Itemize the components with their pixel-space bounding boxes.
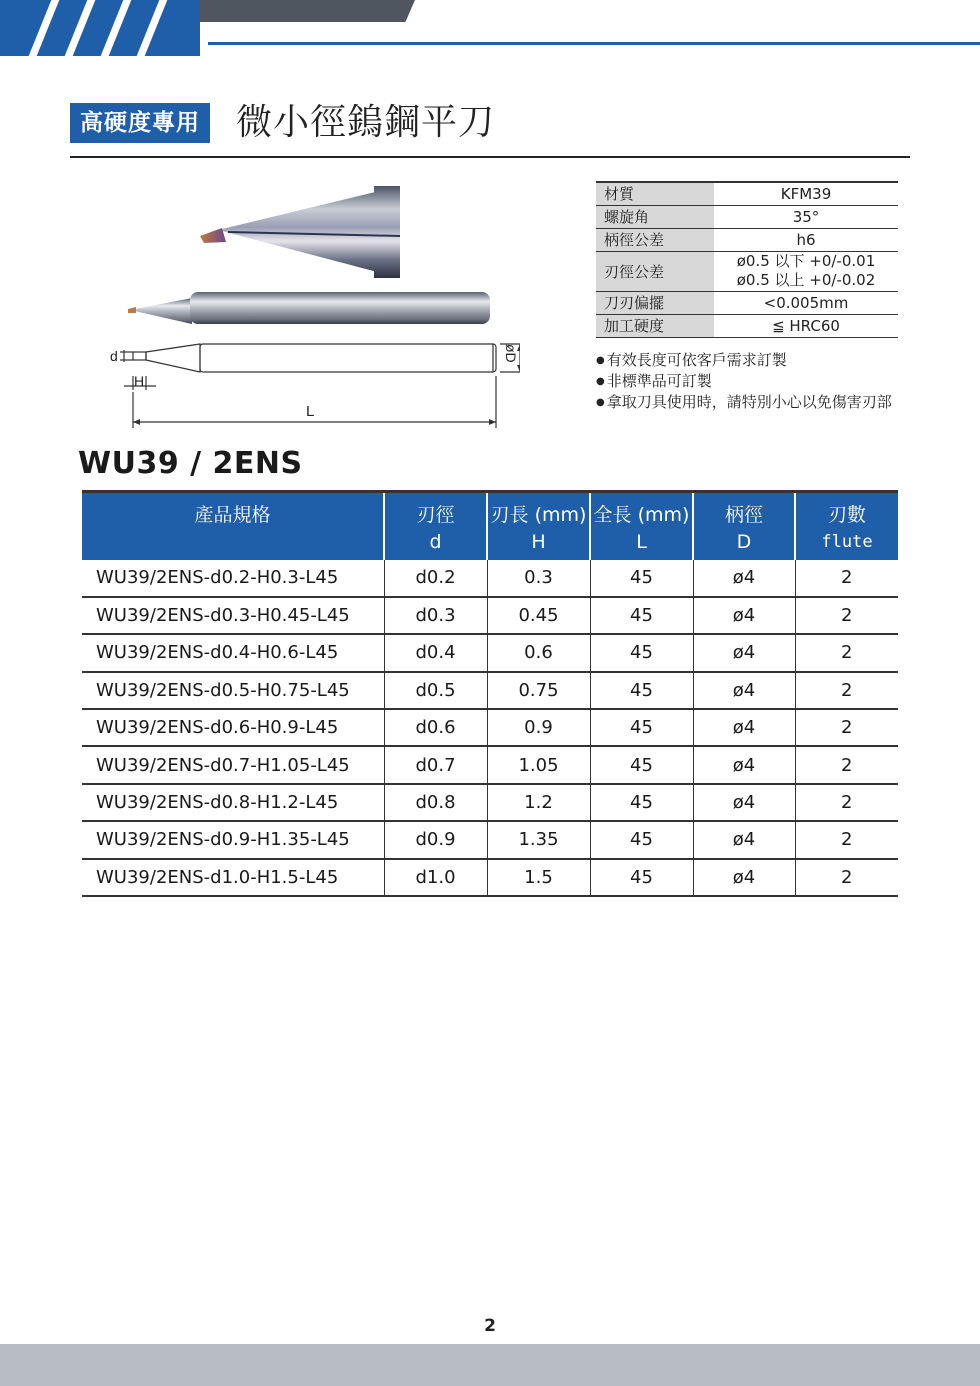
header-sublabel: D <box>736 531 752 553</box>
cell-flute: 2 <box>795 560 898 597</box>
section-title: WU39 / 2ENS <box>78 446 303 481</box>
page-title: 微小徑鎢鋼平刀 <box>236 102 496 143</box>
spec-row <box>596 182 898 205</box>
cell-H: 1.5 <box>487 859 590 896</box>
cell-d: d0.9 <box>384 821 487 858</box>
cell-d: d0.5 <box>384 672 487 709</box>
spec-table <box>596 181 898 338</box>
spec-value: 35° <box>714 205 898 228</box>
cell-spec: WU39/2ENS-d0.7-H1.05-L45 <box>82 746 384 783</box>
cell-spec: WU39/2ENS-d0.4-H0.6-L45 <box>82 634 384 671</box>
table-row <box>82 859 898 896</box>
cell-D: ø4 <box>693 821 795 858</box>
product-table-body <box>82 560 898 897</box>
cell-flute: 2 <box>795 672 898 709</box>
cell-spec: WU39/2ENS-d1.0-H1.5-L45 <box>82 859 384 896</box>
col-header-H <box>487 492 590 560</box>
cell-H: 0.3 <box>487 560 590 597</box>
label-L: L <box>306 403 315 420</box>
cell-spec: WU39/2ENS-d0.8-H1.2-L45 <box>82 784 384 821</box>
cell-spec: WU39/2ENS-d0.6-H0.9-L45 <box>82 709 384 746</box>
label-D: øD <box>503 344 519 363</box>
cell-flute: 2 <box>795 597 898 634</box>
header-stripe <box>65 0 96 56</box>
notes-list <box>596 350 892 413</box>
cell-D: ø4 <box>693 597 795 634</box>
tool-drawing <box>100 180 520 430</box>
cell-H: 0.75 <box>487 672 590 709</box>
col-header-d <box>384 492 487 560</box>
cell-L: 45 <box>590 672 693 709</box>
header-rule <box>208 42 980 45</box>
cell-H: 0.45 <box>487 597 590 634</box>
tool-full-image <box>128 292 490 324</box>
header-stripe <box>29 0 60 56</box>
cell-flute: 2 <box>795 784 898 821</box>
spec-row <box>596 291 898 314</box>
spec-row <box>596 205 898 228</box>
category-badge: 高硬度專用 <box>70 103 210 143</box>
header-sublabel: flute <box>821 532 873 552</box>
spec-key: 加工硬度 <box>596 314 714 337</box>
cell-H: 1.05 <box>487 746 590 783</box>
note-item: ● 拿取刀具使用時，請特別小心以免傷害刃部 <box>596 392 892 413</box>
cell-D: ø4 <box>693 859 795 896</box>
cell-L: 45 <box>590 784 693 821</box>
cell-d: d0.4 <box>384 634 487 671</box>
cell-L: 45 <box>590 859 693 896</box>
col-header-L <box>590 492 693 560</box>
table-row <box>82 634 898 671</box>
spec-value <box>714 251 898 291</box>
label-H: H <box>134 373 145 389</box>
spec-key: 刃徑公差 <box>596 251 714 291</box>
cell-L: 45 <box>590 709 693 746</box>
cell-spec: WU39/2ENS-d0.9-H1.35-L45 <box>82 821 384 858</box>
page-number: 2 <box>484 1316 496 1336</box>
dimension-diagram <box>120 344 520 428</box>
col-header-flute <box>795 492 898 560</box>
label-d: d <box>110 348 118 364</box>
cell-d: d0.2 <box>384 560 487 597</box>
cell-d: d1.0 <box>384 859 487 896</box>
tool-closeup-image <box>200 186 400 278</box>
spec-value-line: ø0.5 以上 +0/-0.02 <box>736 271 876 289</box>
cell-flute: 2 <box>795 859 898 896</box>
title-divider <box>70 156 910 158</box>
header-label: 刃長 (mm) <box>490 504 587 526</box>
cell-flute: 2 <box>795 821 898 858</box>
table-header-row <box>82 492 898 560</box>
table-row <box>82 672 898 709</box>
cell-H: 0.9 <box>487 709 590 746</box>
header-sublabel: H <box>531 531 546 553</box>
header-grey-bar <box>175 0 415 22</box>
spec-value-line: ø0.5 以下 +0/-0.01 <box>736 252 876 270</box>
cell-spec: WU39/2ENS-d0.3-H0.45-L45 <box>82 597 384 634</box>
cell-L: 45 <box>590 560 693 597</box>
cell-d: d0.7 <box>384 746 487 783</box>
spec-row <box>596 314 898 337</box>
header-label: 柄徑 <box>724 504 763 526</box>
cell-H: 0.6 <box>487 634 590 671</box>
cell-d: d0.3 <box>384 597 487 634</box>
cell-D: ø4 <box>693 560 795 597</box>
cell-flute: 2 <box>795 746 898 783</box>
cell-spec: WU39/2ENS-d0.2-H0.3-L45 <box>82 560 384 597</box>
cell-L: 45 <box>590 634 693 671</box>
table-row <box>82 784 898 821</box>
cell-flute: 2 <box>795 709 898 746</box>
spec-value: KFM39 <box>714 182 898 205</box>
table-row <box>82 709 898 746</box>
cell-d: d0.6 <box>384 709 487 746</box>
cell-L: 45 <box>590 597 693 634</box>
spec-row <box>596 228 898 251</box>
page-header-band <box>0 0 980 62</box>
header-label: 全長 (mm) <box>593 504 690 526</box>
col-header-D <box>693 492 795 560</box>
spec-value: h6 <box>714 228 898 251</box>
cell-L: 45 <box>590 746 693 783</box>
cell-H: 1.2 <box>487 784 590 821</box>
spec-key: 材質 <box>596 182 714 205</box>
spec-key: 柄徑公差 <box>596 228 714 251</box>
cell-D: ø4 <box>693 784 795 821</box>
table-row <box>82 560 898 597</box>
cell-D: ø4 <box>693 709 795 746</box>
note-item: ● 有效長度可依客戶需求訂製 <box>596 350 892 371</box>
header-stripe <box>101 0 132 56</box>
cell-D: ø4 <box>693 634 795 671</box>
title-row <box>70 100 910 158</box>
header-sublabel: d <box>429 531 442 553</box>
table-row <box>82 597 898 634</box>
cell-spec: WU39/2ENS-d0.5-H0.75-L45 <box>82 672 384 709</box>
header-blue-block <box>0 0 200 56</box>
header-sublabel: L <box>636 531 647 553</box>
note-item: ● 非標準品可訂製 <box>596 371 892 392</box>
header-label: 刃數 <box>827 504 866 526</box>
header-label: 刃徑 <box>416 504 455 526</box>
spec-key: 刀刃偏擺 <box>596 291 714 314</box>
spec-row <box>596 251 898 291</box>
cell-flute: 2 <box>795 634 898 671</box>
footer-band <box>0 1344 980 1386</box>
col-header-spec <box>82 492 384 560</box>
cell-D: ø4 <box>693 746 795 783</box>
tool-illustration <box>100 180 520 430</box>
spec-value: ≦ HRC60 <box>714 314 898 337</box>
product-table <box>82 490 898 897</box>
cell-D: ø4 <box>693 672 795 709</box>
spec-value: <0.005mm <box>714 291 898 314</box>
header-label: 產品規格 <box>194 504 271 526</box>
table-row <box>82 746 898 783</box>
cell-d: d0.8 <box>384 784 487 821</box>
spec-key: 螺旋角 <box>596 205 714 228</box>
table-row <box>82 821 898 858</box>
cell-L: 45 <box>590 821 693 858</box>
cell-H: 1.35 <box>487 821 590 858</box>
header-stripe <box>137 0 168 56</box>
